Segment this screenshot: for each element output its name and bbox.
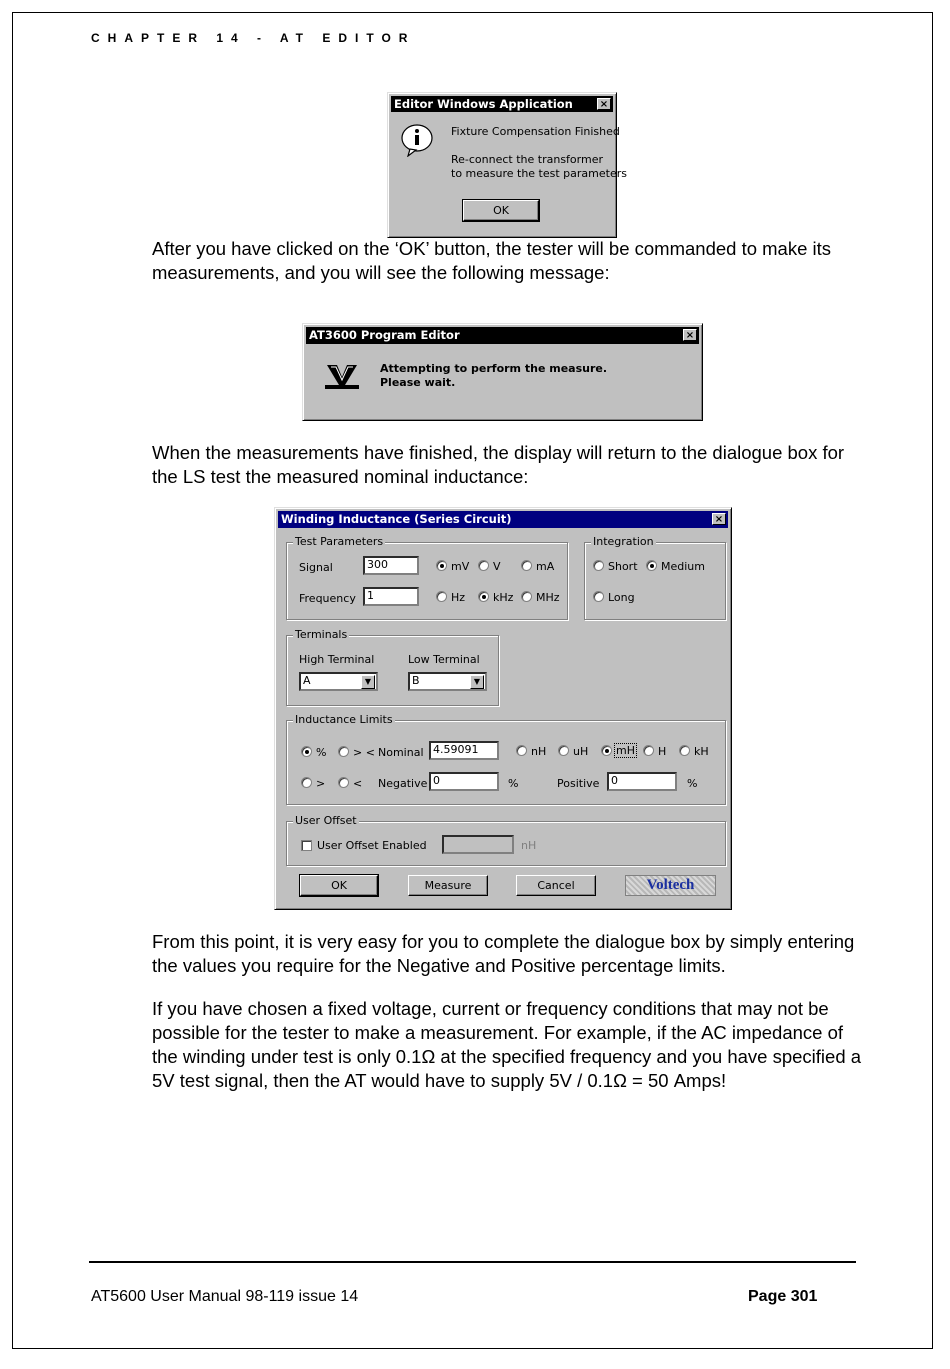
editor-info-dialog xyxy=(387,92,627,238)
group-label: Inductance Limits xyxy=(295,713,393,726)
limit-percent-radio[interactable] xyxy=(301,746,312,757)
limit-gt-label: > xyxy=(316,777,326,790)
paragraph-3: From this point, it is very easy for you to complete the dialogue box by simply entering the values you require for the Negative and Positive percentage limits. xyxy=(152,931,855,976)
high-terminal-select[interactable] xyxy=(299,672,378,691)
dialog-titlebar xyxy=(391,96,613,112)
unit-uh-label: uH xyxy=(573,745,589,758)
voltech-logo xyxy=(625,875,716,896)
footer-divider xyxy=(89,1261,856,1263)
signal-input[interactable]: 300 xyxy=(363,556,419,575)
unit-nh-label: nH xyxy=(531,745,547,758)
unit-h-radio[interactable] xyxy=(643,745,654,756)
low-terminal-label: Low Terminal xyxy=(408,653,480,666)
integration-medium-label: Medium xyxy=(661,560,705,573)
unit-mh-radio[interactable] xyxy=(601,745,612,756)
positive-percent-label: % xyxy=(687,777,698,790)
paragraph-1: After you have clicked on the ‘OK’ button, the tester will be commanded to make its measurements, and you will see the following message: xyxy=(152,238,832,283)
signal-v-radio[interactable] xyxy=(478,560,489,571)
frequency-input[interactable]: 1 xyxy=(363,587,419,606)
integration-long-label: Long xyxy=(608,591,635,604)
user-offset-unit-label: nH xyxy=(521,839,537,852)
integration-short-radio[interactable] xyxy=(593,560,604,571)
limit-lt-label: < xyxy=(353,777,363,790)
frequency-khz-radio[interactable] xyxy=(478,591,489,602)
low-terminal-value: B xyxy=(412,674,420,687)
frequency-hz-label: Hz xyxy=(451,591,466,604)
unit-mh-label: mH xyxy=(616,744,635,757)
dialog-title: Winding Inductance (Series Circuit) xyxy=(281,512,512,526)
progress-message-1: Attempting to perform the measure. xyxy=(380,362,608,375)
group-label: User Offset xyxy=(295,814,357,827)
negative-percent-label: % xyxy=(508,777,519,790)
dialog-message-1: Fixture Compensation Finished xyxy=(451,125,620,138)
unit-uh-radio[interactable] xyxy=(558,745,569,756)
positive-label: Positive xyxy=(557,777,600,790)
frequency-mhz-radio[interactable] xyxy=(521,591,532,602)
negative-label: Negative xyxy=(378,777,428,790)
dialog-title: AT3600 Program Editor xyxy=(309,328,460,342)
chevron-down-icon[interactable]: ▼ xyxy=(470,675,484,689)
frequency-mhz-label: MHz xyxy=(536,591,560,604)
dialog-titlebar xyxy=(278,511,728,528)
integration-medium-radio[interactable] xyxy=(646,560,657,571)
paragraph-4: If you have chosen a fixed voltage, current or frequency conditions that may not be possible for the tester to make a measurement. For example, if the AC impedance of the winding under test is only 0.1Ω at the specified frequency and you have specified a 5V test signal, then the AT would have to supply 5V / 0.1Ω = 50 Amps! xyxy=(152,998,862,1091)
unit-kh-label: kH xyxy=(694,745,709,758)
nominal-input[interactable]: 4.59091 xyxy=(429,741,499,760)
unit-kh-radio[interactable] xyxy=(679,745,690,756)
inductance-limits-group xyxy=(286,713,726,805)
test-parameters-group xyxy=(286,535,568,620)
paragraph-2: When the measurements have finished, the display will return to the dialogue box for the LS test the measured nominal inductance: xyxy=(152,442,845,487)
integration-group xyxy=(584,535,726,620)
user-offset-input[interactable] xyxy=(442,835,514,854)
signal-ma-radio[interactable] xyxy=(521,560,532,571)
frequency-label: Frequency xyxy=(299,592,356,605)
footer-manual-title: AT5600 User Manual 98-119 issue 14 xyxy=(91,1288,359,1305)
limit-percent-label: % xyxy=(316,746,327,759)
limit-gt-radio[interactable] xyxy=(301,777,312,788)
user-offset-group xyxy=(286,814,726,866)
signal-v-label: V xyxy=(493,560,501,573)
user-offset-checkbox[interactable] xyxy=(301,840,312,851)
signal-ma-label: mA xyxy=(536,560,555,573)
voltech-logo-text: Voltech xyxy=(646,877,695,893)
chapter-header: CHAPTER 14 - AT EDITOR xyxy=(91,31,416,45)
dialog-titlebar xyxy=(306,327,699,344)
low-terminal-select[interactable] xyxy=(408,672,487,691)
unit-nh-radio[interactable] xyxy=(516,745,527,756)
close-icon[interactable]: × xyxy=(712,513,726,525)
frequency-hz-radio[interactable] xyxy=(436,591,447,602)
limit-lt-radio[interactable] xyxy=(338,777,349,788)
info-icon xyxy=(400,123,434,157)
ok-button[interactable]: OK xyxy=(300,875,378,896)
dialog-message-2: Re-connect the transformer xyxy=(451,153,603,166)
dialog-title: Editor Windows Application xyxy=(394,97,573,111)
negative-input[interactable]: 0 xyxy=(429,772,499,791)
voltech-v-icon xyxy=(323,361,361,391)
user-offset-enabled-label: User Offset Enabled xyxy=(317,839,427,852)
close-icon[interactable]: × xyxy=(683,329,697,341)
ok-button[interactable]: OK xyxy=(463,200,539,221)
signal-mv-label: mV xyxy=(451,560,470,573)
limit-gtlt-radio[interactable] xyxy=(338,746,349,757)
signal-mv-radio[interactable] xyxy=(436,560,447,571)
measure-button[interactable]: Measure xyxy=(408,875,488,896)
integration-long-radio[interactable] xyxy=(593,591,604,602)
terminals-group xyxy=(286,628,499,706)
nominal-label: Nominal xyxy=(378,746,424,759)
group-label: Terminals xyxy=(295,628,348,641)
close-icon[interactable]: × xyxy=(597,98,611,110)
progress-message-2: Please wait. xyxy=(380,376,456,389)
positive-input[interactable]: 0 xyxy=(607,772,677,791)
integration-short-label: Short xyxy=(608,560,638,573)
unit-h-label: H xyxy=(658,745,667,758)
limit-gtlt-label: > < xyxy=(353,746,375,759)
frequency-khz-label: kHz xyxy=(493,591,514,604)
cancel-button[interactable]: Cancel xyxy=(516,875,596,896)
winding-inductance-dialog xyxy=(274,507,732,910)
high-terminal-value: A xyxy=(303,674,311,687)
group-label: Integration xyxy=(593,535,654,548)
footer-page-number: Page 301 xyxy=(748,1288,818,1305)
group-label: Test Parameters xyxy=(295,535,384,548)
high-terminal-label: High Terminal xyxy=(299,653,375,666)
measure-progress-dialog xyxy=(302,323,703,421)
chevron-down-icon[interactable]: ▼ xyxy=(361,675,375,689)
signal-label: Signal xyxy=(299,561,333,574)
dialog-message-3: to measure the test parameters xyxy=(451,167,627,180)
